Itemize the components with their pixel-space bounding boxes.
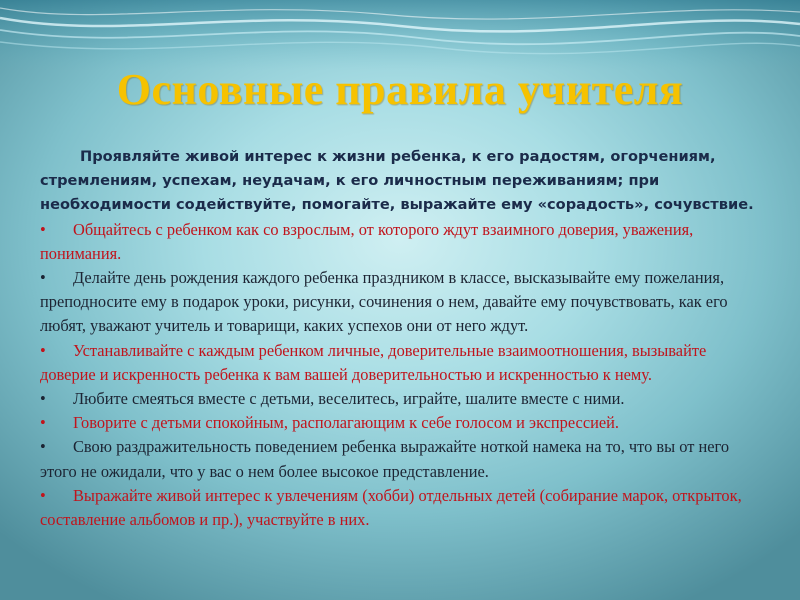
rule-text: Устанавливайте с каждым ребенком личные, доверительные взаимоотношения, вызывайте доверие и искренность ребенка к вам вашей доверительностью и искренностью к нему. — [40, 340, 707, 384]
rule-item — [40, 435, 765, 483]
rule-text: Любите смеяться вместе с детьми, веселитесь, играйте, шалите вместе с ними. — [73, 389, 625, 409]
rule-text: Свою раздражительность поведением ребенка выражайте ноткой намека на то, что вы от него этого не ожидали, что у вас о нем более высокое представление. — [40, 437, 730, 481]
bullet-marker: • — [40, 437, 46, 457]
rules-content — [40, 145, 765, 532]
decorative-wave-band — [0, 0, 800, 70]
bullet-marker: • — [40, 413, 46, 433]
slide-title: Основные правила учителя — [116, 65, 684, 114]
rules-list — [40, 218, 765, 533]
rule-text: Общайтесь с ребенком как со взрослым, от которого ждут взаимного доверия, уважения, понимания. — [40, 219, 694, 263]
bullet-marker: • — [40, 268, 46, 288]
rule-item — [40, 266, 765, 339]
rule-item — [40, 387, 765, 411]
bullet-marker: • — [40, 340, 46, 360]
rule-item — [40, 218, 765, 266]
rule-text: Делайте день рождения каждого ребенка праздником в классе, высказывайте ему пожелания, преподносите ему в подарок уроки, рисунки, сочинения о нем, давайте ему почувствовать, как его любят, уважают учитель и товарищи, каких успехов они от него ждут. — [40, 268, 728, 336]
rule-item — [40, 484, 765, 532]
wave-graphic — [0, 0, 800, 70]
rule-text: Говорите с детьми спокойным, располагающим к себе голосом и экспрессией. — [73, 413, 620, 433]
rule-text: Выражайте живой интерес к увлечениям (хобби) отдельных детей (собирание марок, открыток, составление альбомов и пр.), участвуйте в них. — [40, 485, 742, 530]
bullet-marker: • — [40, 389, 46, 409]
bullet-marker: • — [40, 219, 46, 239]
rule-item — [40, 339, 765, 387]
intro-paragraph: Проявляйте живой интерес к жизни ребенка, к его радостям, огорчениям, стремлениям, успехам, неудачам, к его личностным переживаниям; при необходимости содействуйте, помогайте, выражайте ему «сорадость», сочувствие. — [40, 148, 754, 214]
bullet-marker: • — [40, 485, 46, 505]
rule-item — [40, 411, 765, 435]
